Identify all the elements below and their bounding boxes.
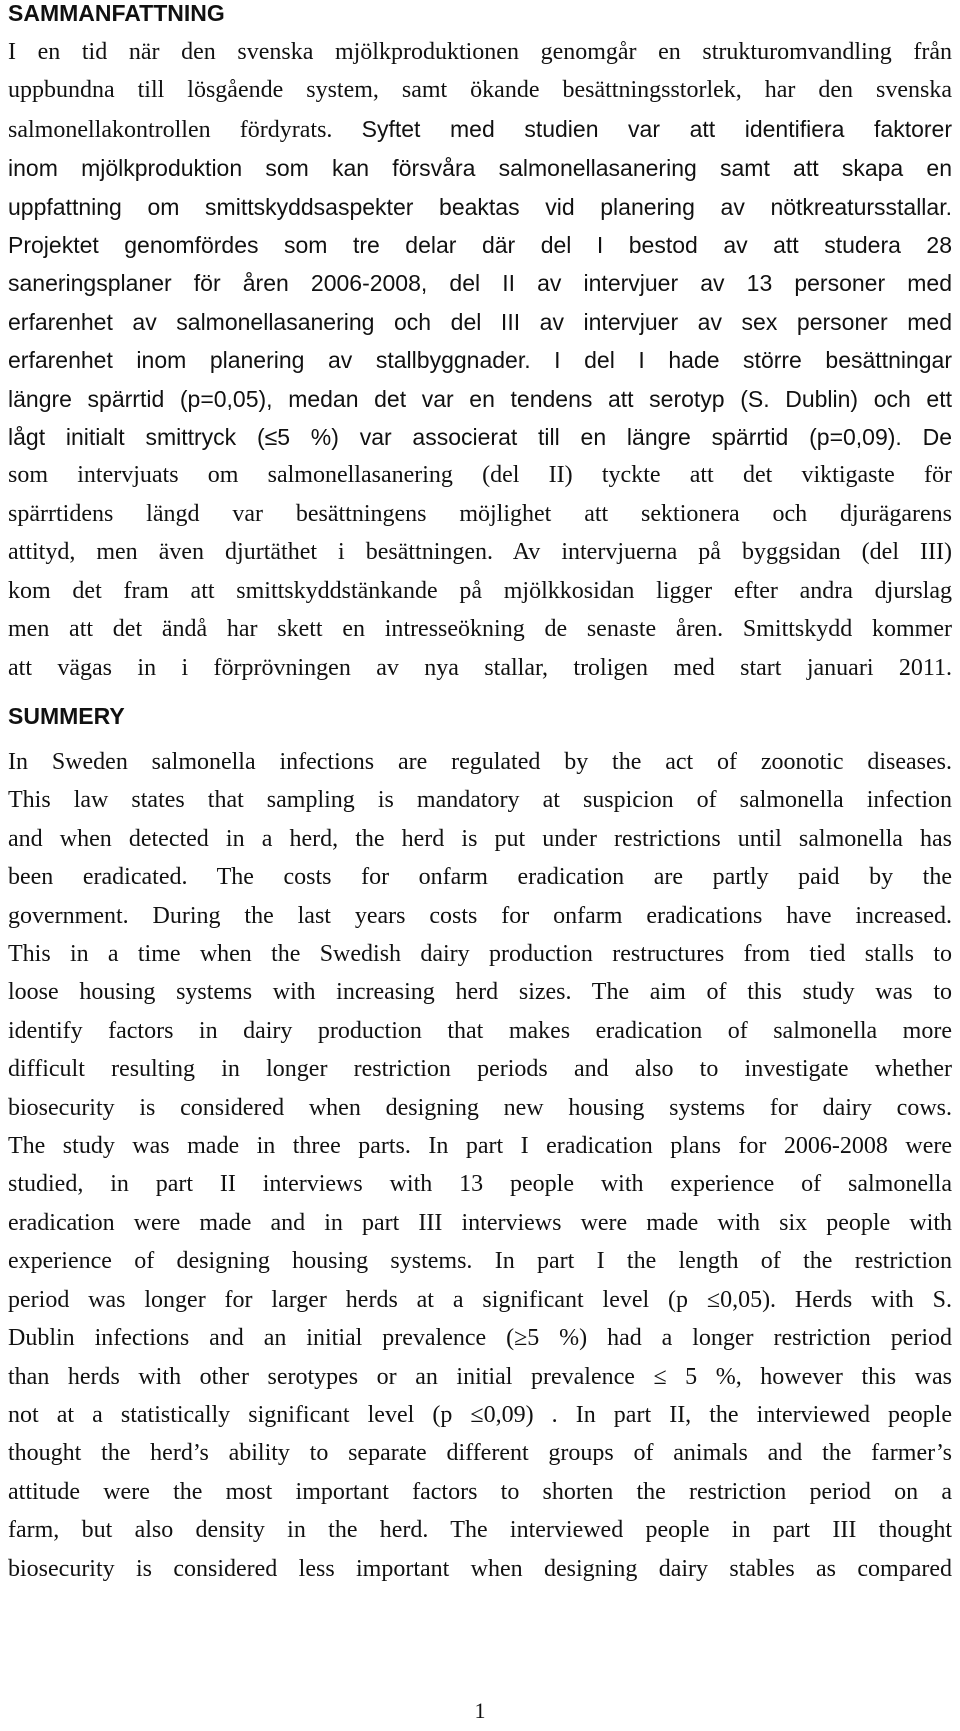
paragraph-segment: salmonellakontrollen fördyrats. xyxy=(8,116,333,143)
paragraph-line: längre spärrtid (p=0,05), medan det var en tendens att serotyp (S. Dublin) och ett xyxy=(8,385,952,412)
paragraph-line: period was longer for larger herds at a significant level (p ≤0,05). Herds with S. xyxy=(8,1286,952,1313)
paragraph-line: The study was made in three parts. In part I eradication plans for 2006-2008 were xyxy=(8,1133,952,1160)
paragraph-line: not at a statistically significant level (p ≤0,09) . In part II, the interviewed people xyxy=(8,1401,952,1428)
paragraph-line: Dublin infections and an initial prevalence (≥5 %) had a longer restriction period xyxy=(8,1325,952,1352)
paragraph-line: loose housing systems with increasing herd sizes. The aim of this study was to xyxy=(8,979,952,1006)
paragraph-segment: Syftet med studien var att identifiera faktorer xyxy=(361,115,952,142)
page-number: 1 xyxy=(474,1698,486,1723)
paragraph-line xyxy=(8,110,952,149)
paragraph-line: uppbundna till lösgående system, samt ökande besättningsstorlek, har den svenska xyxy=(8,77,952,104)
paragraph-line: This in a time when the Swedish dairy production restructures from tied stalls to xyxy=(8,941,952,968)
paragraph-line: thought the herd’s ability to separate different groups of animals and the farmer’s xyxy=(8,1440,952,1467)
paragraph-line: attityd, men även djurtäthet i besättningen. Av intervjuerna på byggsidan (del III) xyxy=(8,539,952,566)
swedish-summary-paragraph xyxy=(8,33,952,687)
paragraph-line: and when detected in a herd, the herd is put under restrictions until salmonella has xyxy=(8,825,952,852)
paragraph-line: In Sweden salmonella infections are regulated by the act of zoonotic diseases. xyxy=(8,749,952,775)
paragraph-line: farm, but also density in the herd. The interviewed people in part III thought xyxy=(8,1517,952,1544)
paragraph-line: kom det fram att smittskyddstänkande på mjölkkosidan ligger efter andra djurslag xyxy=(8,577,952,604)
paragraph-line: experience of designing housing systems. In part I the length of the restriction xyxy=(8,1248,952,1275)
paragraph-line: eradication were made and in part III interviews were made with six people with xyxy=(8,1209,952,1236)
paragraph-line: men att det ändå har skett en intresseökning de senaste åren. Smittskydd kommer xyxy=(8,616,952,643)
paragraph-line: identify factors in dairy production that makes eradication of salmonella more xyxy=(8,1017,952,1044)
english-summary-paragraph xyxy=(8,743,952,1588)
paragraph-line: att vägas in i förprövningen av nya stallar, troligen med start januari 2011. xyxy=(8,654,952,681)
paragraph-line: uppfattning om smittskyddsaspekter beaktas vid planering av nötkreatursstallar. xyxy=(8,193,952,220)
paragraph-line: som intervjuats om salmonellasanering (del II) tyckte att det viktigaste för xyxy=(8,462,952,489)
paragraph-line: difficult resulting in longer restriction periods and also to investigate whether xyxy=(8,1056,952,1083)
swedish-summary-heading: SAMMANFATTNING xyxy=(8,0,225,26)
paragraph-line: attitude were the most important factors to shorten the restriction period on a xyxy=(8,1478,952,1505)
paragraph-line: biosecurity is considered less important when designing dairy stables as compared xyxy=(8,1555,952,1582)
paragraph-line: erfarenhet inom planering av stallbyggnader. I del I hade större besättningar xyxy=(8,347,952,374)
paragraph-line: than herds with other serotypes or an initial prevalence ≤ 5 %, however this was xyxy=(8,1363,952,1390)
paragraph-line: biosecurity is considered when designing new housing systems for dairy cows. xyxy=(8,1094,952,1121)
paragraph-line: erfarenhet av salmonellasanering och del III av intervjuer av sex personer med xyxy=(8,308,952,335)
paragraph-line: This law states that sampling is mandatory at suspicion of salmonella infection xyxy=(8,787,952,814)
paragraph-line: government. During the last years costs for onfarm eradications have increased. xyxy=(8,902,952,929)
english-summary-heading: SUMMERY xyxy=(8,703,125,729)
paragraph-line: spärrtidens längd var besättningens möjlighet att sektionera och djurägarens xyxy=(8,500,952,527)
paragraph-line: saneringsplaner för åren 2006-2008, del II av intervjuer av 13 personer med xyxy=(8,270,952,297)
paragraph-line: Projektet genomfördes som tre delar där del I bestod av att studera 28 xyxy=(8,232,952,259)
paragraph-line: been eradicated. The costs for onfarm eradication are partly paid by the xyxy=(8,864,952,891)
paragraph-line: lågt initialt smittryck (≤5 %) var associerat till en längre spärrtid (p=0,09). De xyxy=(8,424,952,451)
paragraph-line: I en tid när den svenska mjölkproduktionen genomgår en strukturomvandling från xyxy=(8,39,952,65)
paragraph-line: inom mjölkproduktion som kan försvåra salmonellasanering samt att skapa en xyxy=(8,155,952,182)
paragraph-line: studied, in part II interviews with 13 people with experience of salmonella xyxy=(8,1171,952,1198)
